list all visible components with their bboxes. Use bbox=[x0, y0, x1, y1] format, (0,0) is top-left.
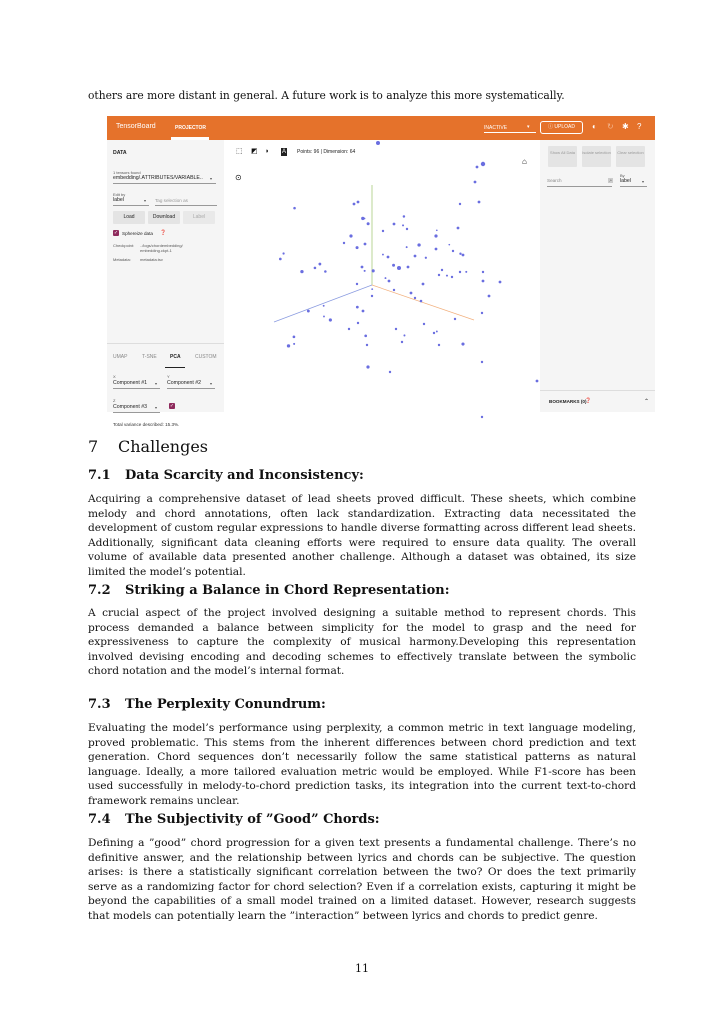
scatter-point[interactable] bbox=[417, 243, 420, 246]
scatter-point[interactable] bbox=[441, 269, 443, 271]
subsection-paragraph-1: Acquiring a comprehensive dataset of lead sheets proved difficult. These sheets, which combine melody and chord annotations, often lack standardization. Extracting data necessitated the development of custom regular expressions to handle diverse formatting across different lead sheets. Additionally, significant data cleaning efforts were required to ensure data quality. The overall volume of available data presented another challenge. Although a dataset was obtained, its size limited the model’s potential. bbox=[88, 493, 636, 578]
chevron-down-icon: ▾ bbox=[155, 405, 158, 410]
scatter-point[interactable] bbox=[364, 270, 366, 272]
tb-sphereize-checkbox[interactable]: ✓ bbox=[113, 230, 119, 236]
tb-by-label: By bbox=[620, 173, 625, 178]
tb-header bbox=[107, 116, 655, 140]
tb-upload-label: UPLOAD bbox=[554, 124, 575, 130]
chevron-up-icon[interactable]: ⌃ bbox=[644, 399, 650, 405]
help-icon[interactable]: ? bbox=[637, 122, 642, 131]
subsection-number: 7.4 bbox=[88, 812, 111, 827]
tb-points-text: Points: 96 | Dimension: 64 bbox=[297, 149, 356, 155]
section-title: Challenges bbox=[118, 437, 209, 456]
subsection-paragraph-2: A crucial aspect of the project involved designing a suitable method to represent chords. This process demanded a balance between simplicity for the model to grasp and the need for expressiveness to capture the complexity of musical harmony.Developing this representation involved devising encoding and decoding schemes to effectively translate between the symbolic chord notation and the model’s internal format. bbox=[88, 607, 636, 678]
scatter-point[interactable] bbox=[323, 305, 325, 307]
scatter-point[interactable] bbox=[451, 276, 453, 278]
scatter-point[interactable] bbox=[434, 234, 437, 237]
scatter-point[interactable] bbox=[454, 318, 456, 320]
scatter-point[interactable] bbox=[414, 255, 417, 258]
tb-edit-by-label: Edit by bbox=[113, 192, 126, 197]
tb-metadata-value: metadata.tsv bbox=[140, 257, 163, 262]
tb-x-label: X bbox=[113, 374, 116, 379]
scatter-point[interactable] bbox=[481, 312, 483, 314]
subsection-title: The Perplexity Conundrum: bbox=[125, 697, 326, 712]
scatter-point[interactable] bbox=[395, 328, 397, 330]
chevron-down-icon: ▾ bbox=[155, 381, 158, 386]
tb-y-label: Y bbox=[167, 374, 170, 379]
scatter-point[interactable] bbox=[459, 271, 461, 273]
refresh-icon[interactable]: ↻ bbox=[607, 122, 614, 131]
scatter-point[interactable] bbox=[481, 361, 483, 363]
scatter-point[interactable] bbox=[366, 365, 369, 368]
tb-data-panel bbox=[107, 140, 224, 427]
scatter-point[interactable] bbox=[481, 162, 485, 166]
subsection-title: The Subjectivity of ”Good” Chords: bbox=[125, 812, 380, 827]
tb-component-z-select[interactable]: Component #3 bbox=[113, 404, 148, 410]
tb-bookmarks-label[interactable]: BOOKMARKS (0) bbox=[549, 399, 587, 404]
scatter-point[interactable] bbox=[407, 266, 410, 269]
tb-component-y-select[interactable]: Component #2 bbox=[167, 380, 202, 386]
scatter-point[interactable] bbox=[357, 322, 359, 324]
axes bbox=[274, 185, 474, 322]
scatter-point[interactable] bbox=[293, 207, 296, 210]
label-icon[interactable]: A bbox=[282, 149, 287, 155]
scatter-point[interactable] bbox=[406, 228, 408, 230]
home-icon[interactable]: ⌂ bbox=[522, 157, 527, 166]
select-rect-icon[interactable]: ⬚ bbox=[236, 148, 243, 155]
scatter-point[interactable] bbox=[356, 283, 358, 285]
subsection-paragraph-4: Defining a ”good” chord progression for a given text presents a fundamental challenge. There’s no definitive answer, and the relationship between lyrics and chords can be subjective. The question arises: is there a statistically significant correlation between the two? Or does the text primarily serve as a randomizing factor for chord selection? Even if a correlation exists, capturing it might be beyond the capabilities of a small model trained on a limited dataset. However, research suggests that models can potentially learn the ”interaction” between lyrics and chords to predict genre. bbox=[88, 837, 636, 922]
scatter-point[interactable] bbox=[323, 316, 325, 318]
scatter-point[interactable] bbox=[406, 246, 408, 248]
scatter-point[interactable] bbox=[357, 201, 360, 204]
scatter-point[interactable] bbox=[367, 222, 370, 225]
subsection-heading-3 bbox=[88, 697, 326, 712]
tb-z-label: Z bbox=[113, 398, 116, 403]
subsection-heading-1 bbox=[88, 468, 364, 483]
scatter-point[interactable] bbox=[462, 254, 465, 257]
points-group bbox=[279, 141, 538, 418]
tb-upload-button[interactable]: ⓘ UPLOAD bbox=[540, 121, 583, 134]
tb-data-heading: DATA bbox=[113, 150, 127, 156]
subsection-number: 7.1 bbox=[88, 468, 111, 483]
scatter-point[interactable] bbox=[422, 283, 425, 286]
intro-text: others are more distant in general. A future work is to analyze this more systematically. bbox=[88, 89, 565, 102]
scatter-point[interactable] bbox=[387, 256, 390, 259]
scatter-point[interactable] bbox=[371, 295, 373, 297]
help-icon[interactable]: ⊙ bbox=[235, 173, 242, 182]
tab-umap[interactable]: UMAP bbox=[113, 354, 128, 360]
scatter-point[interactable] bbox=[420, 300, 423, 303]
scatter-point[interactable] bbox=[488, 295, 491, 298]
scatter-point[interactable] bbox=[397, 266, 401, 270]
tb-clear-button[interactable]: Clear selection bbox=[616, 146, 645, 167]
scatter-point[interactable] bbox=[372, 269, 375, 272]
tb-checkpoint-value-2: embedding.ckpt-1 bbox=[140, 248, 172, 253]
scatter-point[interactable] bbox=[478, 201, 481, 204]
subsection-paragraph-3: Evaluating the model’s performance using perplexity, a common metric in text language modeling, proved problematic. This stems from the inherent differences between chord prediction and text generation. Chord sequences don’t necessarily follow the same statistical patterns as natural language. Ideally, a more tailored evaluation metric would be employed. While F1-score has been used successfully in melody-to-chord prediction tasks, its integration into the current text-to-chord framework remains unclear. bbox=[88, 722, 636, 807]
scatter-point[interactable] bbox=[402, 224, 404, 226]
divider bbox=[107, 343, 224, 344]
tb-sphereize-label: Sphereize data bbox=[122, 231, 153, 236]
tensorboard-figure bbox=[107, 116, 655, 427]
chevron-down-icon: ▾ bbox=[210, 176, 213, 181]
scatter-point[interactable] bbox=[457, 227, 460, 230]
scatter-point[interactable] bbox=[287, 344, 290, 347]
scatter-point[interactable] bbox=[349, 234, 352, 237]
subsection-heading-4 bbox=[88, 812, 380, 827]
tb-status-dropdown[interactable]: INACTIVE bbox=[484, 125, 508, 131]
tb-isolate-button[interactable]: Isolate selection bbox=[582, 146, 611, 167]
tb-component-z-underline bbox=[113, 412, 160, 413]
scatter-point[interactable] bbox=[389, 371, 391, 373]
scatter-point[interactable] bbox=[388, 280, 391, 283]
scatter-point[interactable] bbox=[324, 270, 327, 273]
scatter-point[interactable] bbox=[282, 252, 284, 254]
subsection-number: 7.3 bbox=[88, 697, 111, 712]
tb-tensors-found-label: 1 tensors found bbox=[113, 170, 141, 175]
gear-icon[interactable]: ✱ bbox=[622, 122, 629, 131]
scatter-point[interactable] bbox=[482, 271, 484, 273]
tb-by-select[interactable]: label bbox=[620, 178, 631, 184]
tb-variance-text: Total variance described: 15.3%. bbox=[113, 422, 180, 427]
tb-edit-by-select[interactable]: label bbox=[113, 197, 124, 203]
tb-checkpoint-value-1: ../logs/chordembedding/ bbox=[140, 243, 183, 248]
scatter-point[interactable] bbox=[499, 281, 502, 284]
chevron-down-icon: ▾ bbox=[642, 179, 645, 184]
tab-custom[interactable]: CUSTOM bbox=[195, 354, 217, 360]
scatter-point[interactable] bbox=[361, 266, 364, 269]
scatter-point[interactable] bbox=[435, 248, 438, 251]
scatter-point[interactable] bbox=[414, 297, 416, 299]
scatter-point[interactable] bbox=[356, 306, 359, 309]
subsection-number: 7.2 bbox=[88, 583, 111, 598]
tb-inspector-panel bbox=[540, 140, 655, 412]
tb-tensor-underline bbox=[113, 183, 216, 184]
tb-checkpoint-label: Checkpoint: bbox=[113, 243, 135, 248]
scatter-point[interactable] bbox=[536, 380, 539, 383]
tb-by-underline bbox=[620, 186, 647, 187]
tb-tag-underline bbox=[155, 205, 217, 206]
scatter-point[interactable] bbox=[403, 215, 405, 217]
scatter-point[interactable] bbox=[293, 343, 295, 345]
help-icon: ❓ bbox=[160, 230, 167, 236]
tb-tensor-select[interactable]: embedding/.ATTRIBUTES/VARIABLE.. bbox=[113, 175, 203, 181]
tb-show-all-button[interactable]: Show All Data bbox=[548, 146, 577, 167]
scatter-point[interactable] bbox=[376, 141, 380, 145]
scatter-point[interactable] bbox=[364, 243, 367, 246]
scatter-point[interactable] bbox=[401, 341, 403, 343]
scatter-point[interactable] bbox=[364, 335, 367, 338]
tb-label-button[interactable]: Label bbox=[183, 211, 215, 224]
z-axis-line bbox=[372, 285, 474, 320]
scatter-point[interactable] bbox=[362, 310, 365, 313]
tab-pca-underline bbox=[165, 367, 185, 368]
scatter-point[interactable] bbox=[446, 275, 448, 277]
scatter-point[interactable] bbox=[293, 336, 296, 339]
scatter-point[interactable] bbox=[279, 258, 282, 261]
tb-component-x-underline bbox=[113, 388, 160, 389]
scatter-point[interactable] bbox=[452, 250, 454, 252]
tb-app-title: TensorBoard bbox=[116, 123, 156, 130]
scatter-point[interactable] bbox=[433, 332, 435, 334]
tab-pca[interactable]: PCA bbox=[170, 354, 181, 360]
scatter-point[interactable] bbox=[318, 263, 321, 266]
scatter-point[interactable] bbox=[300, 270, 303, 273]
tb-edit-by-underline bbox=[113, 205, 149, 206]
moon-icon[interactable]: ◗ bbox=[265, 148, 270, 155]
x-axis-line bbox=[274, 285, 372, 322]
scatter-point[interactable] bbox=[425, 257, 427, 259]
subsection-title: Striking a Balance in Chord Representation: bbox=[125, 583, 450, 598]
tb-download-button[interactable]: Download bbox=[148, 211, 180, 224]
scatter-point[interactable] bbox=[436, 229, 438, 231]
scatter-point[interactable] bbox=[329, 318, 332, 321]
tb-status-underline bbox=[484, 132, 536, 133]
scatter-point[interactable] bbox=[371, 288, 373, 290]
chevron-down-icon: ▾ bbox=[210, 381, 213, 386]
scatter-point[interactable] bbox=[348, 328, 350, 330]
scatter-point[interactable] bbox=[385, 277, 387, 279]
scatter-point[interactable] bbox=[392, 264, 395, 267]
scatter-point[interactable] bbox=[410, 292, 413, 295]
section-number: 7 bbox=[88, 437, 99, 456]
tb-component-z-checkbox[interactable]: ✓ bbox=[169, 403, 175, 409]
chevron-down-icon: ▾ bbox=[527, 124, 530, 130]
scatter-point[interactable] bbox=[307, 310, 310, 313]
night-mode-icon[interactable]: ◩ bbox=[251, 148, 258, 155]
tb-search-input[interactable]: Search bbox=[547, 178, 562, 183]
divider bbox=[540, 390, 655, 391]
scatter-point[interactable] bbox=[438, 274, 440, 276]
page-number: 11 bbox=[355, 962, 369, 975]
tb-component-x-select[interactable]: Component #1 bbox=[113, 380, 148, 386]
scatter-point[interactable] bbox=[366, 344, 368, 346]
scatter-point[interactable] bbox=[382, 230, 384, 232]
scatter-point[interactable] bbox=[476, 166, 479, 169]
scatter-point[interactable] bbox=[459, 203, 461, 205]
scatter-point[interactable] bbox=[474, 181, 477, 184]
scatter-point[interactable] bbox=[459, 253, 461, 255]
section-heading bbox=[88, 437, 208, 456]
tb-load-button[interactable]: Load bbox=[113, 211, 145, 224]
chevron-down-icon: ▾ bbox=[144, 198, 147, 203]
scatter-point[interactable] bbox=[448, 244, 450, 246]
scatter-point[interactable] bbox=[465, 271, 467, 273]
regex-icon[interactable]: .* bbox=[609, 178, 612, 183]
tb-search-underline bbox=[547, 186, 612, 187]
subsection-heading-2 bbox=[88, 583, 450, 598]
scatter-point[interactable] bbox=[403, 334, 405, 336]
scatter-point[interactable] bbox=[314, 267, 317, 270]
tb-component-y-underline bbox=[167, 388, 215, 389]
scatter-point[interactable] bbox=[461, 342, 464, 345]
tb-tag-input[interactable]: Tag selection as bbox=[155, 198, 188, 203]
scatter-point[interactable] bbox=[356, 246, 359, 249]
scatter-point[interactable] bbox=[343, 242, 345, 244]
scatter-point[interactable] bbox=[353, 203, 356, 206]
scatter-point[interactable] bbox=[393, 289, 395, 291]
contrast-icon[interactable]: ◐ bbox=[592, 122, 597, 131]
scatter-point[interactable] bbox=[482, 280, 485, 283]
tb-metadata-label: Metadata: bbox=[113, 257, 131, 262]
subsection-title: Data Scarcity and Inconsistency: bbox=[125, 468, 364, 483]
scatter-point[interactable] bbox=[393, 223, 396, 226]
tb-tab-projector[interactable]: PROJECTOR bbox=[175, 125, 207, 131]
scatter-point[interactable] bbox=[361, 217, 364, 220]
tb-scatter-plot[interactable] bbox=[224, 140, 540, 412]
scatter-point[interactable] bbox=[382, 254, 384, 256]
scatter-point[interactable] bbox=[423, 323, 425, 325]
scatter-point[interactable] bbox=[438, 344, 440, 346]
help-icon: ❓ bbox=[585, 398, 592, 404]
scatter-point[interactable] bbox=[481, 416, 483, 418]
tab-tsne[interactable]: T-SNE bbox=[142, 354, 157, 360]
scatter-point[interactable] bbox=[436, 331, 438, 333]
